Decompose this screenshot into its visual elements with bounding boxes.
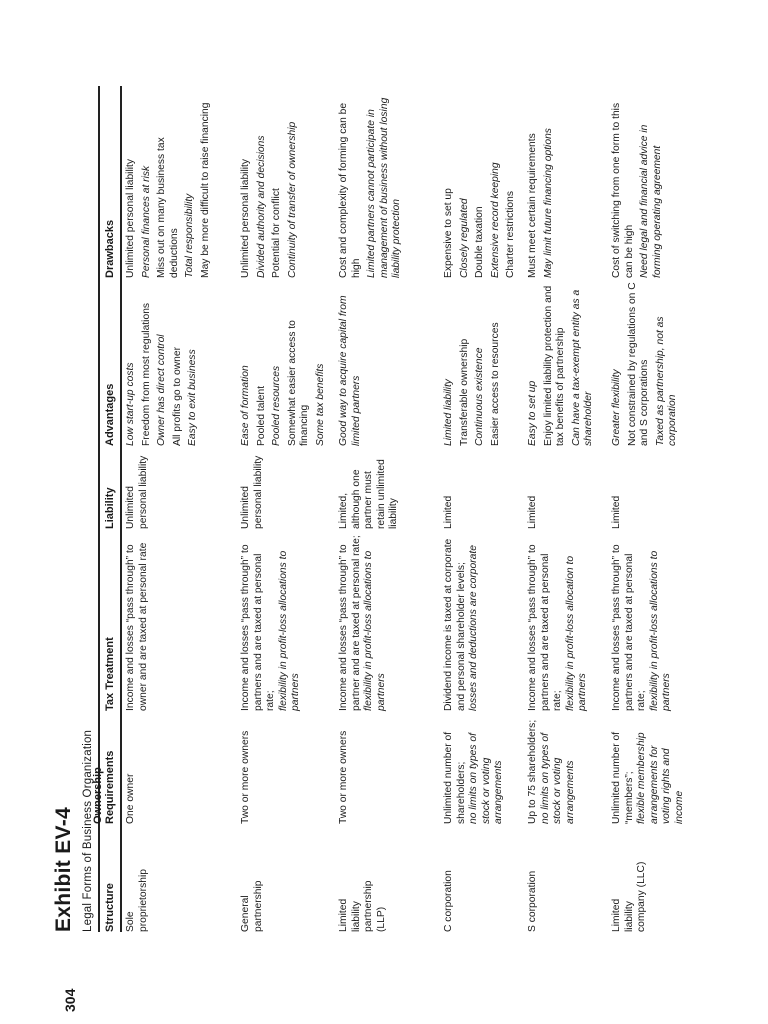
cell-line: flexibility in profit-loss allocations to partners <box>648 550 672 711</box>
cell-line: Easy to exit business <box>187 349 198 446</box>
cell-line: Unlimited personal liability <box>240 158 251 278</box>
cell-structure <box>338 828 388 932</box>
cell-line: C corporation <box>443 870 454 932</box>
cell-line: losses and deductions are corporate <box>468 545 479 711</box>
cell-liability <box>611 449 624 529</box>
cell-line: Limited partners cannot participate in management of business without losing liability protection <box>366 97 402 278</box>
header-advantages: Advantages <box>104 383 116 446</box>
cell-ownership <box>443 716 506 824</box>
cell-line: flexibility in profit-loss allocations to partners <box>277 550 301 711</box>
cell-line: Income and losses “pass through” to owner and are taxed at personal rate <box>125 542 149 711</box>
cell-line: partnership <box>252 880 264 932</box>
cell-line: Expensive to set up <box>443 188 454 278</box>
cell-advantages <box>125 282 200 446</box>
cell-advantages <box>527 282 596 446</box>
cell-line: Continuous existence <box>474 347 485 446</box>
cell-line: Limited <box>611 495 622 529</box>
page-number: 304 <box>62 988 78 1012</box>
cell-line: Pooled resources <box>271 365 282 446</box>
cell-tax <box>338 533 388 711</box>
cell-line: personal liability <box>137 455 149 529</box>
cell-line: Two or more owners <box>240 730 251 824</box>
cell-line: Unlimited number of “members”; <box>611 731 635 824</box>
cell-line: Dividend income is taxed at corporate and personal shareholder levels; <box>443 538 467 711</box>
cell-advantages <box>338 282 363 446</box>
cell-line: Easier access to resources <box>489 322 501 446</box>
cell-structure <box>443 828 456 932</box>
cell-line: Continuity of transfer of ownership <box>286 121 298 278</box>
cell-line: Personal finances at risk <box>140 165 152 278</box>
cell-line: liability <box>350 901 362 932</box>
cell-line: Income and losses “pass through” to partners and are taxed at personal rate; <box>611 544 647 711</box>
cell-line: Limited <box>527 495 538 529</box>
cell-drawbacks <box>125 88 212 278</box>
cell-line: Charter restrictions <box>505 191 516 278</box>
cell-drawbacks <box>443 88 518 278</box>
cell-ownership <box>527 716 577 824</box>
cell-tax <box>443 533 481 711</box>
cell-line: Income and losses “pass through” to partners and are taxed at personal rate; <box>527 544 563 711</box>
cell-line: Unlimited number of shareholders; <box>443 731 467 824</box>
cell-liability <box>125 449 150 529</box>
cell-structure <box>527 828 540 932</box>
cell-line: company (LLC) <box>636 861 647 932</box>
cell-line: Unlimited <box>240 486 251 529</box>
cell-line: Limited, <box>338 492 349 529</box>
cell-drawbacks <box>527 88 555 278</box>
cell-line: Income and losses “pass through” to partners and are taxed at personal rate; <box>240 544 276 711</box>
cell-line: Unlimited personal liability <box>125 158 136 278</box>
cell-line: no limits on types of stock or voting arrangements <box>539 733 576 824</box>
header-structure: Structure <box>104 883 116 932</box>
cell-line: Enjoy limited liability protection and tax benefits of partnership <box>542 285 566 446</box>
cell-line: flexibility in profit-loss allocation to partners <box>564 555 588 711</box>
cell-line: Unlimited <box>125 486 136 529</box>
cell-tax <box>527 533 590 711</box>
cell-structure <box>611 828 649 932</box>
cell-line: flexible membership arrangements for voting rights and income <box>636 732 685 824</box>
cell-tax <box>240 533 303 711</box>
cell-line: Potential for conflict <box>271 188 282 278</box>
cell-line: Miss out on many business tax deductions <box>156 137 180 278</box>
cell-line: Taxed as partnership, not as corporation <box>654 316 678 446</box>
cell-line: (LLP) <box>375 906 387 932</box>
table-header-rule <box>120 86 122 932</box>
cell-liability <box>240 449 265 529</box>
cell-line: Extensive record keeping <box>489 162 501 278</box>
cell-line: Some tax benefits <box>314 363 326 446</box>
cell-advantages <box>443 282 502 446</box>
cell-line: Total responsibility <box>184 193 195 278</box>
cell-line: Limited <box>338 898 349 932</box>
cell-line: Freedom from most regulations <box>140 302 152 446</box>
cell-line: Two or more owners <box>338 730 349 824</box>
cell-line: Cost and complexity of forming can be high <box>338 102 362 278</box>
cell-line: personal liability <box>252 455 264 529</box>
cell-drawbacks <box>611 88 664 278</box>
cell-advantages <box>240 282 327 446</box>
cell-line: Easy to set up <box>527 380 538 446</box>
cell-line: although one <box>350 469 362 529</box>
cell-line: proprietorship <box>137 869 149 932</box>
cell-line: Limited liability <box>443 379 454 446</box>
cell-line: General <box>240 895 251 932</box>
cell-liability <box>443 449 456 529</box>
cell-line: Limited <box>611 898 622 932</box>
cell-line: Greater flexibility <box>611 369 622 446</box>
header-ownership-line1: Ownership <box>92 767 104 824</box>
cell-line: Double taxation <box>474 206 485 278</box>
cell-line: May be more difficult to raise financing <box>199 102 211 278</box>
header-liability: Liability <box>104 487 116 529</box>
cell-line: Good way to acquire capital from limited partners <box>338 295 362 446</box>
header-ownership <box>92 714 116 824</box>
cell-line: Up to 75 shareholders; <box>527 719 538 824</box>
cell-structure <box>240 828 265 932</box>
cell-line: Need legal and financial advice in forming operating agreement <box>639 124 663 278</box>
cell-line: Divided authority and decisions <box>255 135 267 278</box>
cell-liability <box>338 449 401 529</box>
exhibit-title: Exhibit EV-4 <box>52 807 75 932</box>
cell-line: Pooled talent <box>255 385 267 446</box>
cell-ownership <box>611 716 686 824</box>
exhibit-subtitle: Legal Forms of Business Organization <box>82 729 94 932</box>
cell-line: partnership <box>363 880 374 932</box>
cell-line: Ease of formation <box>240 365 251 446</box>
cell-advantages <box>611 282 680 446</box>
cell-line: May limit future financing options <box>542 128 554 278</box>
cell-line: Must meet certain requirements <box>527 133 538 278</box>
cell-line: Sole <box>125 911 136 932</box>
cell-tax <box>125 533 150 711</box>
cell-line: retain unlimited <box>375 459 387 529</box>
header-ownership-line2: Requirements <box>104 750 116 824</box>
header-drawbacks: Drawbacks <box>104 219 116 278</box>
cell-line: Closely regulated <box>458 198 470 278</box>
cell-line: All profits go to owner <box>171 346 183 446</box>
cell-drawbacks <box>240 88 299 278</box>
cell-liability <box>527 449 540 529</box>
cell-line: Limited <box>443 495 454 529</box>
cell-ownership <box>125 716 138 824</box>
cell-drawbacks <box>338 88 404 278</box>
cell-line: S corporation <box>527 870 538 932</box>
cell-ownership <box>338 716 351 824</box>
cell-line: Low start-up costs <box>125 362 136 446</box>
cell-line: Transferable ownership <box>458 338 470 446</box>
cell-structure <box>125 828 150 932</box>
header-tax: Tax Treatment <box>104 637 116 711</box>
cell-line: Owner has direct control <box>156 334 167 446</box>
cell-line: Income and losses “pass through” to partner and are taxed at personal rate; <box>338 535 362 711</box>
cell-ownership <box>240 716 253 824</box>
cell-line: One owner <box>125 773 136 824</box>
cell-line: liability <box>388 498 399 529</box>
cell-line: Not constrained by regulations on C and S corporations <box>626 282 650 446</box>
cell-line: no limits on types of stock or voting arrangements <box>468 733 504 824</box>
cell-line: Can have a tax-exempt entity as a shareholder <box>570 289 594 446</box>
cell-line: liability <box>623 901 635 932</box>
cell-line: Somewhat easier access to financing <box>286 320 310 446</box>
cell-line: Cost of switching from one form to this can be high <box>611 102 635 278</box>
cell-line: partner must <box>363 471 374 529</box>
cell-line: flexibility in profit-loss allocations to partners <box>363 550 387 711</box>
cell-tax <box>611 533 674 711</box>
